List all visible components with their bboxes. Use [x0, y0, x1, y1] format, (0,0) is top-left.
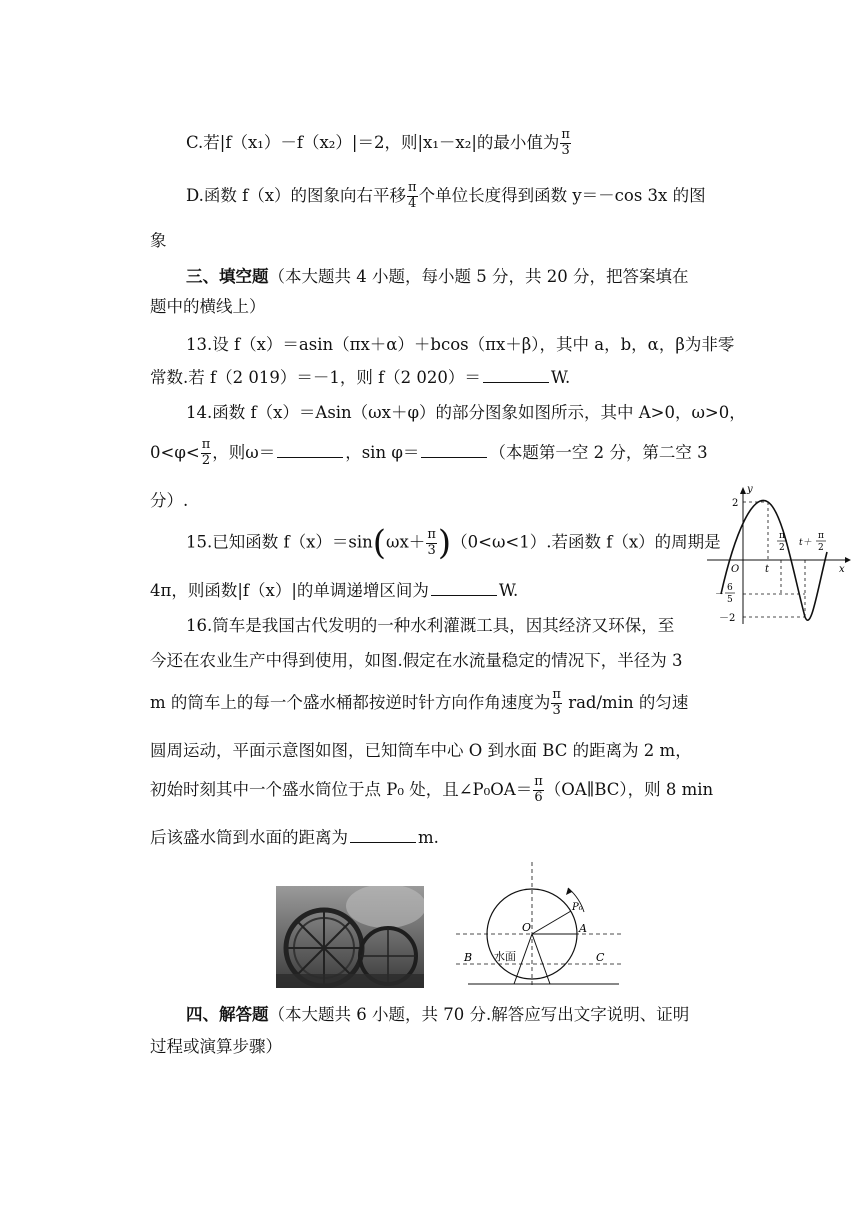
tpi2-num: π — [818, 531, 824, 541]
fraction: $\frac{\pi}{3}$ — [552, 687, 561, 718]
answer-blank[interactable] — [350, 841, 416, 843]
y-neg-frac-num: 6 — [727, 583, 733, 593]
label-P0: P₀ — [572, 902, 583, 913]
q16-line6: 后该盛水筒到水面的距离为 m. — [150, 828, 439, 847]
wheel-diagram — [454, 860, 624, 990]
answer-blank[interactable] — [431, 594, 497, 596]
q14-line3: 分）. — [150, 491, 189, 510]
fraction: $\frac{\pi}{3}$ — [561, 127, 570, 158]
y-neg-sign: － — [715, 590, 725, 600]
fraction: $\frac{\pi}{6}$ — [534, 774, 543, 805]
section-title: 三、填空题 — [186, 267, 269, 286]
label-B: B — [464, 951, 473, 964]
q15-line1: 15.已知函数 f（x）＝sin(ωx＋ $\frac{\pi}{3}$ )（0<ω<1）.若函数 f（x）的周期是 — [186, 523, 721, 563]
label-A: A — [579, 922, 587, 935]
option-d: D.函数 f（x）的图象向右平移 $\frac{\pi}{4}$ 个单位长度得到函数 y＝－cos 3x 的图 — [186, 180, 706, 211]
answer-blank[interactable] — [483, 381, 549, 383]
fraction: $\frac{\pi}{3}$ — [427, 526, 436, 558]
q16-line4: 圆周运动，平面示意图如图，已知筒车中心 O 到水面 BC 的距离为 2 m， — [150, 741, 692, 760]
t-label: t — [765, 564, 770, 575]
q16-line5: 初始时刻其中一个盛水筒位于点 P₀ 处，且∠P₀OA＝ $\frac{\pi}{6}$ （OA∥BC），则 8 min — [150, 774, 714, 805]
q15-line2: 4π，则函数|f（x）|的单调递增区间为 W. — [150, 581, 519, 600]
section-3-desc: 题中的横线上） — [150, 297, 266, 316]
q13-line2: 常数.若 f（2 019）＝－1，则 f（2 020）＝ W. — [150, 368, 571, 387]
answer-blank[interactable] — [277, 456, 343, 458]
option-c: C.若|f（x₁）－f（x₂）|＝2，则|x₁－x₂|的最小值为 $\frac{\pi}{3}$ — [186, 127, 570, 158]
water-wheel-photo — [276, 886, 424, 988]
q16-line2: 今还在农业生产中得到使用，如图.假定在水流量稳定的情况下，半径为 3 — [150, 651, 683, 670]
y-top-label: 2 — [732, 498, 739, 509]
section-3-heading: 三、填空题（本大题共 4 小题，每小题 5 分，共 20 分，把答案填在 — [186, 267, 689, 286]
q16-line1: 16.筒车是我国古代发明的一种水利灌溉工具，因其经济又环保，至 — [186, 616, 675, 635]
q13-line1: 13.设 f（x）＝asin（πx＋α）＋bcos（πx＋β），其中 a，b，α，β为非零 — [186, 335, 735, 354]
section-4-desc: 过程或演算步骤） — [150, 1037, 282, 1056]
fraction: $\frac{\pi}{2}$ — [201, 437, 211, 468]
pi2-den: 2 — [779, 543, 785, 553]
section-4-heading: 四、解答题（本大题共 6 小题，共 70 分.解答应写出文字说明、证明 — [186, 1005, 690, 1024]
y-neg-frac-den: 5 — [727, 595, 733, 605]
section-title: 四、解答题 — [186, 1005, 269, 1024]
answer-blank[interactable] — [421, 456, 487, 458]
pi2-num: π — [779, 531, 785, 541]
sine-graph-figure — [705, 482, 853, 632]
label-C: C — [596, 951, 605, 964]
label-water: 水面 — [494, 950, 516, 963]
x-axis-label: x — [839, 564, 845, 575]
y-axis-label: y — [747, 484, 753, 495]
origin-label: O — [731, 564, 740, 575]
tpi2-den: 2 — [818, 543, 824, 553]
fraction: $\frac{\pi}{4}$ — [408, 180, 417, 211]
q14-line1: 14.函数 f（x）＝Asin（ωx＋φ）的部分图象如图所示，其中 A>0，ω>0， — [186, 403, 746, 422]
q16-line3: m 的筒车上的每一个盛水桶都按逆时针方向作角速度为 $\frac{\pi}{3}$ rad/min 的匀速 — [150, 687, 689, 718]
y-bottom-label: －2 — [719, 613, 736, 624]
q14-line2: 0<φ< $\frac{\pi}{2}$ ，则ω＝ ，sin φ＝ （本题第一空 2 分，第二空 3 — [150, 437, 708, 468]
option-d-cont: 象 — [150, 231, 167, 250]
label-O: O — [522, 921, 532, 934]
tpi2-prefix: t＋ — [799, 538, 812, 548]
